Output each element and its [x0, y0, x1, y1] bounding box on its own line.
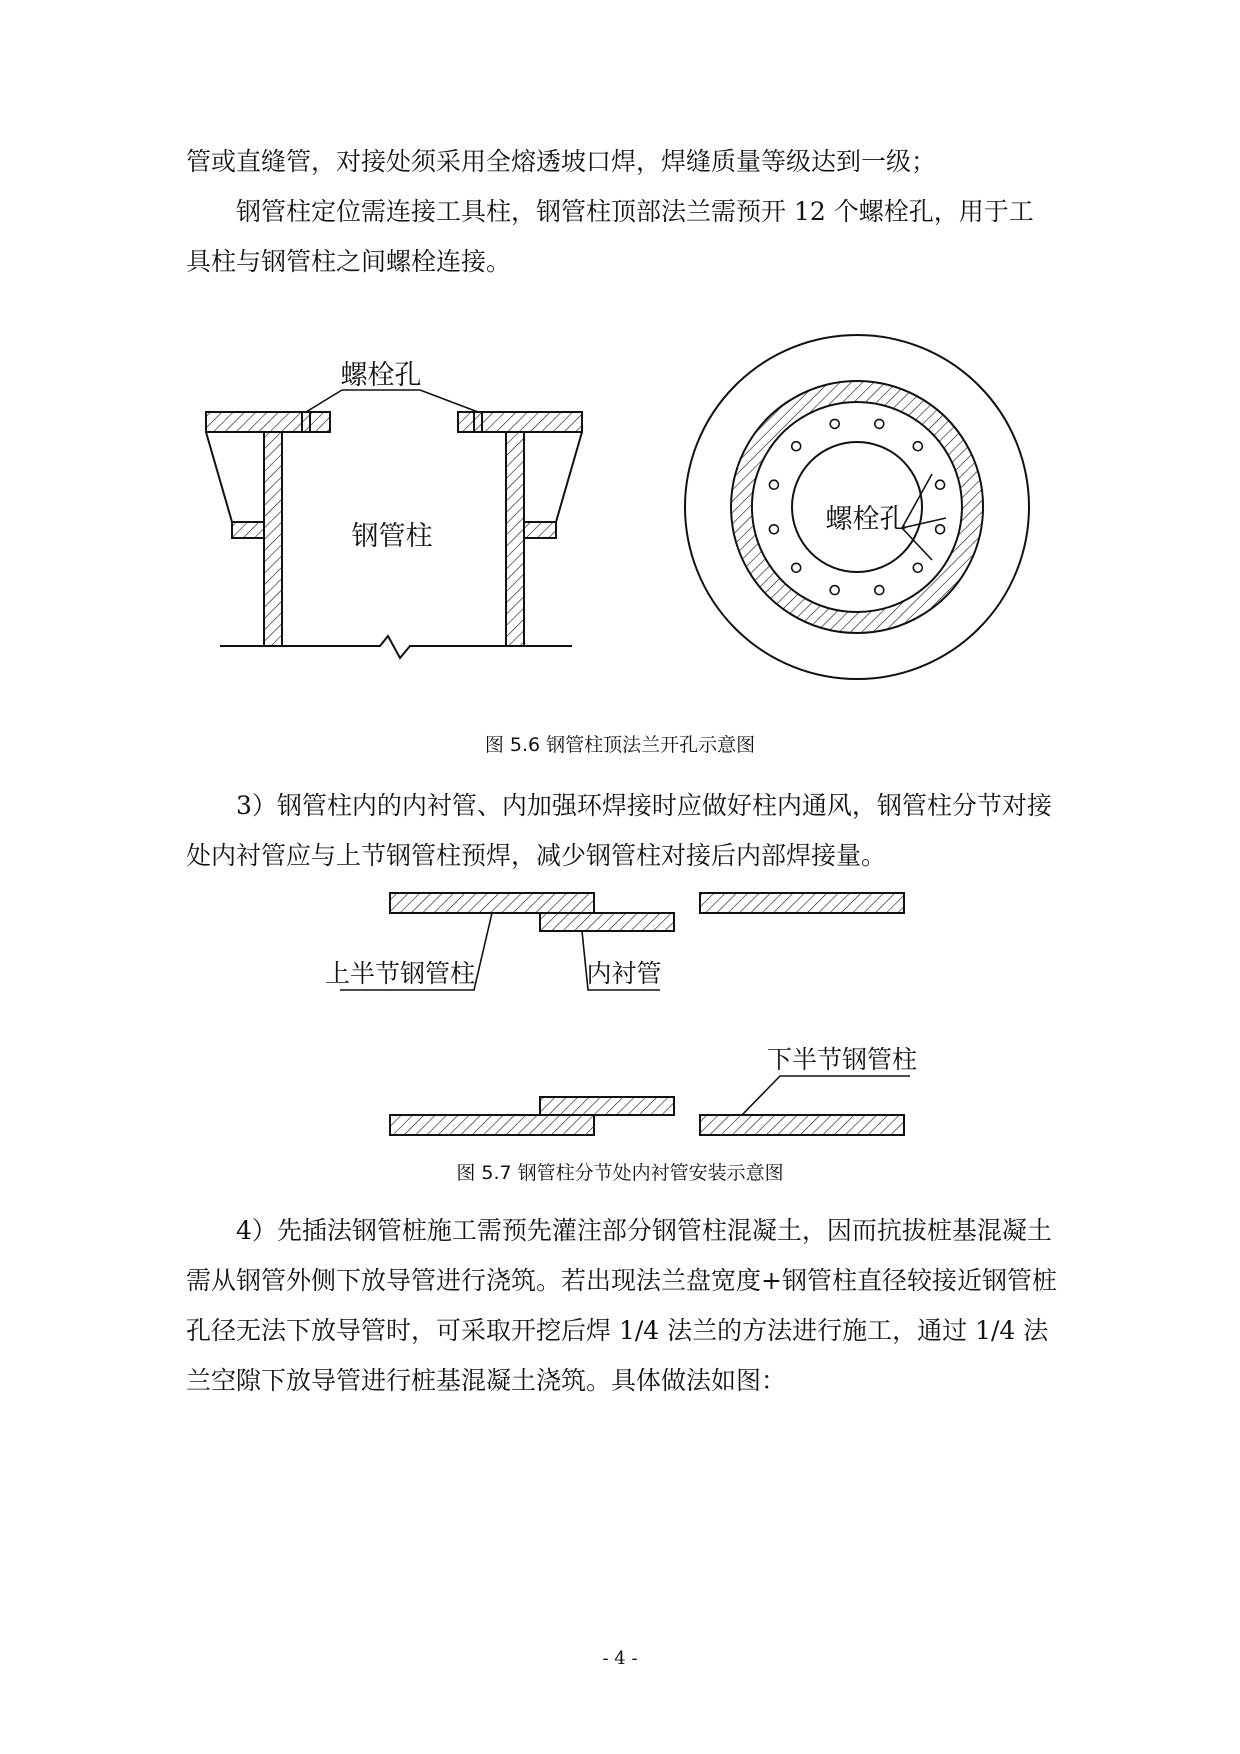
bolt-hole: [936, 525, 945, 534]
bolt-hole: [875, 586, 884, 595]
bolt-hole: [913, 563, 922, 572]
bolt-hole: [769, 480, 778, 489]
left-column-wall: [264, 432, 282, 646]
page-number: - 4 -: [602, 1648, 638, 1669]
bolt-hole: [792, 442, 801, 451]
paragraph-4: 4）先插法钢管桩施工需预先灌注部分钢管柱混凝土，因而抗拔桩基混凝土需从钢管外侧下放导管进行浇筑。若出现法兰盘宽度+钢管柱直径较接近钢管桩孔径无法下放导管时，可采取开挖后焊 1/4 法兰的方法进行施工，通过 1/4 法兰空隙下放导管进行桩基混凝土浇筑。具体做法如图：: [186, 1216, 1057, 1395]
right-top-flange: [458, 412, 582, 432]
bolt-hole: [830, 419, 839, 428]
label-upper-column: 上半节钢管柱: [324, 959, 476, 988]
figure-5-6-plan-view: [685, 335, 1029, 679]
bolt-hole: [792, 563, 801, 572]
figure-5-7-caption: 图 5.7 钢管柱分节处内衬管安装示意图: [456, 1162, 784, 1184]
bolt-hole: [769, 525, 778, 534]
plan-label-bolt-hole: 螺栓孔: [825, 504, 907, 535]
lower-liner: [540, 1097, 674, 1115]
section-label-column: 钢管柱: [351, 521, 433, 552]
bolt-hole: [830, 586, 839, 595]
paragraph-1: 管或直缝管，对接处须采用全熔透坡口焊，焊缝质量等级达到一级；: [186, 147, 937, 176]
upper-liner: [540, 913, 674, 931]
section-label-bolt-hole: 螺栓孔: [340, 360, 422, 391]
figure-5-7-drawing: [325, 893, 917, 1135]
lower-column-right: [700, 1115, 904, 1135]
label-lower-column: 下半节钢管柱: [766, 1045, 918, 1074]
bolt-hole: [936, 480, 945, 489]
right-column-wall: [506, 432, 524, 646]
right-stiffener-ring: [524, 522, 556, 538]
bolt-hole: [913, 442, 922, 451]
upper-column-right: [700, 893, 904, 913]
paragraph-2: 钢管柱定位需连接工具柱，钢管柱顶部法兰需预开 12 个螺栓孔，用于工具柱与钢管柱之间螺栓连接。: [186, 197, 1034, 276]
left-top-flange: [206, 412, 330, 432]
label-liner: 内衬管: [586, 959, 662, 988]
paragraph-3: 3）钢管柱内的内衬管、内加强环焊接时应做好柱内通风，钢管柱分节对接处内衬管应与上节钢管柱预焊，减少钢管柱对接后内部焊接量。: [186, 791, 1052, 870]
lower-column-left: [390, 1115, 594, 1135]
figure-5-6-caption: 图 5.6 钢管柱顶法兰开孔示意图: [484, 734, 756, 756]
left-stiffener-ring: [232, 522, 264, 538]
upper-column-left: [390, 893, 594, 913]
bolt-hole: [875, 419, 884, 428]
